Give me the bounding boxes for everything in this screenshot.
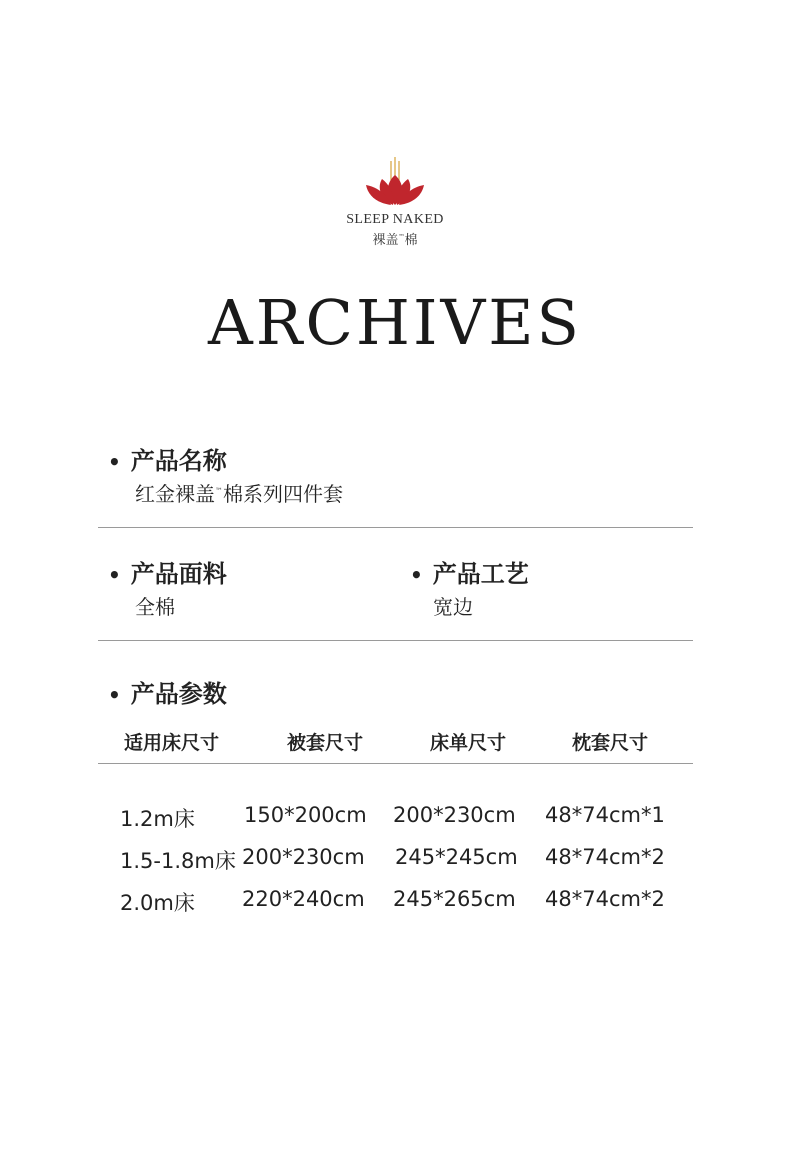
divider xyxy=(98,527,693,528)
table-cell: 245*265cm xyxy=(393,887,516,911)
bullet-icon: • xyxy=(108,563,121,587)
brand-name-cn: 裸盖™棉 xyxy=(372,233,418,248)
divider xyxy=(98,763,693,764)
table-cell: 2.0m床 xyxy=(120,891,195,915)
product-name-value: 红金裸盖™棉系列四件套 xyxy=(135,482,343,506)
bullet-icon: • xyxy=(108,683,121,707)
table-cell: 1.5-1.8m床 xyxy=(120,849,236,873)
table-cell: 48*74cm*1 xyxy=(545,803,665,827)
bullet-icon: • xyxy=(410,563,423,587)
section-title-params: • 产品参数 xyxy=(108,680,227,708)
brand-name-en: SLEEP NAKED xyxy=(346,212,444,227)
table-header-duvet-size: 被套尺寸 xyxy=(287,732,364,754)
table-cell: 200*230cm xyxy=(242,845,365,869)
table-cell: 220*240cm xyxy=(242,887,365,911)
section-title-product-name: • 产品名称 xyxy=(108,447,227,475)
table-header-bed-size: 适用床尺寸 xyxy=(124,732,220,754)
bullet-icon: • xyxy=(108,450,121,474)
table-cell: 48*74cm*2 xyxy=(545,845,665,869)
section-title-fabric: • 产品面料 xyxy=(108,560,227,588)
table-cell: 1.2m床 xyxy=(120,807,195,831)
divider xyxy=(98,640,693,641)
table-header-sheet-size: 床单尺寸 xyxy=(430,732,507,754)
table-cell: 150*200cm xyxy=(244,803,367,827)
table-header-pillowcase-size: 枕套尺寸 xyxy=(572,732,649,754)
table-cell: 48*74cm*2 xyxy=(545,887,665,911)
section-title-craft: • 产品工艺 xyxy=(410,560,529,588)
brand-logo xyxy=(330,155,460,250)
fabric-value: 全棉 xyxy=(135,595,175,619)
lotus-icon xyxy=(360,155,430,211)
table-cell: 200*230cm xyxy=(393,803,516,827)
craft-value: 宽边 xyxy=(433,595,473,619)
page-title: ARCHIVES xyxy=(208,286,582,359)
table-cell: 245*245cm xyxy=(395,845,518,869)
